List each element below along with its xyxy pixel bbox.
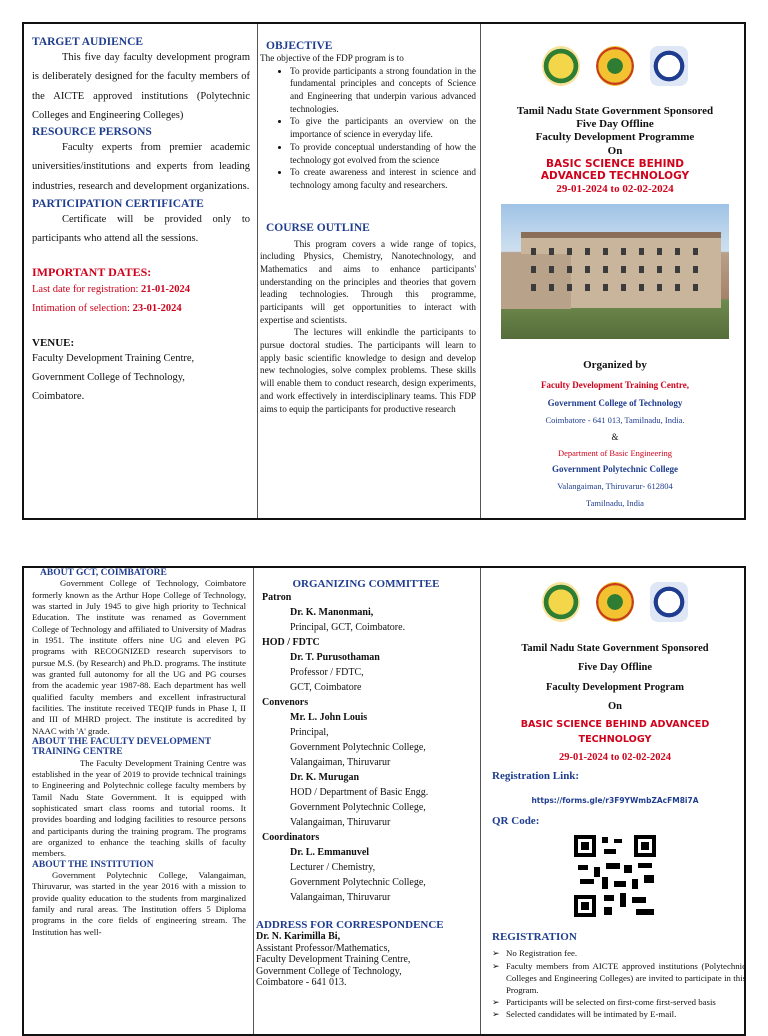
about-fdtc-heading-line: TRAINING CENTRE [32,747,123,758]
list-item: • To provide conceptual understanding of how the technology got evolved from the science [290,141,476,166]
registration-column [484,568,746,1034]
venue-line: Faculty Development Training Centre, [32,352,195,364]
patron-role: Principal, GCT, Coimbatore. [290,622,406,633]
list-item: ➢ Participants will be selected on first-come first-served basis [506,996,746,1008]
gct-logo-icon [596,46,634,86]
registration-heading: REGISTRATION [492,931,577,944]
about-gct-heading: ABOUT GCT, COIMBATORE [40,568,167,578]
objective-intro: The objective of the FDP program is to [260,53,404,63]
organizer-gpc-address: Tamilnadu, India [586,497,644,508]
list-item: ➢ Faculty members from AICTE approved institutions (Polytechnic Colleges and Engineering Colleges) are invited to participate in this Program. [506,960,746,996]
list-item: ➢ No Registration fee. [506,947,746,959]
certificate-text: Certificate will be provided only to participants who attend all the sessions. [32,213,250,245]
brochure-inside-panel [22,566,746,1036]
coordinator-role: Government Polytechnic College, [290,877,426,888]
address-line: Coimbatore - 641 013. [256,977,347,988]
organizer-gpc: Government Polytechnic College [552,464,678,475]
convenor-role: Government Polytechnic College, [290,802,426,813]
registration-deadline [32,280,250,299]
program-dates: 29-01-2024 to 02-02-2024 [556,182,674,195]
registration-deadline-label: Last date for registration: [32,283,142,295]
address-line: Faculty Development Training Centre, [256,954,411,965]
venue-line: Coimbatore. [32,391,85,403]
resource-persons-text: Faculty experts from premier academic universities/institutions and experts from leading industries, research and development organizations. [32,141,250,192]
list-item: • To give the participants an overview on the importance of science in everyday life. [290,115,476,140]
target-audience-heading: TARGET AUDIENCE [32,36,144,48]
organizer-gct-address: Coimbatore - 641 013, Tamilnadu, India. [545,415,685,426]
gct-logo-icon [596,582,634,622]
cover-column [484,24,746,518]
convenor-role: Valangaiman, Thiruvarur [290,817,391,828]
convenor-role: Valangaiman, Thiruvarur [290,757,391,768]
brochure-outside-panel [22,22,746,520]
address-line: Assistant Professor/Mathematics, [256,942,390,954]
about-column [32,568,246,1034]
on-line: On [607,144,623,157]
about-institution-heading: ABOUT THE INSTITUTION [32,859,154,870]
important-dates-heading: IMPORTANT DATES: [32,264,152,279]
coordinator-role: Valangaiman, Thiruvarur [290,892,391,903]
logo-row [484,46,746,91]
polytechnic-logo-icon [650,46,688,86]
hod-name: Dr. T. Purusothaman [290,652,380,663]
organizer-gct: Government College of Technology [547,398,683,409]
list-item: • To provide participants a strong foundation in the fundamental principles and concepts of Science and Engineering that underpin various advanced technologies. [290,65,476,116]
fold-line [480,24,481,518]
convenor-role: Principal, [290,727,329,738]
program-line: Faculty Development Program [545,681,685,693]
organized-by-label: Organized by [583,359,647,372]
coordinator-name: Dr. L. Emmanuvel [290,847,370,858]
list-item: ➢ Selected candidates will be intimated by E-mail. [506,1008,746,1020]
program-dates: 29-01-2024 to 02-02-2024 [559,752,671,764]
registration-deadline-date: 21-01-2024 [141,283,191,295]
fold-line [257,24,258,518]
registration-link[interactable]: https://forms.gle/r3F9YWmbZAcFM8i7A [531,796,699,806]
course-outline-para: The lectures will enkindle the participants to pursue doctoral studies. The participants will learn to apply basic scientific knowledge to design and develop new technologies, solve complex problems. These skills will enable them to conduct research, design experiments, and work effectively in interdisciplinary teams. This FDP aims to equip the participants for productive research [260,327,476,414]
venue-heading: VENUE: [32,336,75,349]
registration-link-label: Registration Link: [492,770,580,783]
tamil-nadu-emblem-icon [542,46,580,86]
info-column [32,24,250,518]
resource-persons-heading: RESOURCE PERSONS [32,125,152,138]
topic-line: ADVANCED TECHNOLOGY [540,170,690,183]
coordinators-label: Coordinators [262,832,320,843]
about-institution-text: Government Polytechnic College, Valangaiman, Thiruvarur, was started in the year 2016 with a mission to provide quality education to the students from marginalized family and rural areas. The Institution offers 5 Diploma programs in the core fields of engineering stream. The Institution has well- [32,869,246,937]
convenors-label: Convenors [262,697,309,708]
convenor-role: Government Polytechnic College, [290,742,426,753]
selection-intimation-date: 23-01-2024 [132,303,182,315]
ampersand: & [611,432,619,443]
organizer-gpc-address: Valangaiman, Thiruvarur- 612804 [557,480,673,491]
qr-code-label: QR Code: [492,815,540,828]
course-outline-heading: COURSE OUTLINE [266,221,370,234]
committee-heading: ORGANIZING COMMITTEE [292,578,440,590]
registration-qr-code[interactable] [574,835,656,917]
committee-column [256,568,476,1034]
sponsor-line: Tamil Nadu State Government Sponsored [516,105,714,117]
course-outline-para: This program covers a wide range of topics, including Physics, Chemistry, Nanotechnology, and Mathematics and aims to enhance participants' understanding on the principles and theories that govern leading technologies. Through this programme, participants will get opportunities to interact with expertise and scientists. [260,238,476,325]
coordinator-role: Lecturer / Chemistry, [290,862,376,873]
offline-line: Five Day Offline [577,662,653,674]
college-building-image [501,204,729,339]
venue-line: Government College of Technology, [32,372,185,384]
certificate-heading: PARTICIPATION CERTIFICATE [32,197,204,210]
address-line: Government College of Technology, [256,965,402,977]
about-fdtc-text: The Faculty Development Training Centre was established in the year of 2019 to provide technical trainings to Engineering and Polytechnic college faculty members by Tamil Nadu State Government. It is equipped with sophisticated smart class rooms and tutorial rooms. It provides boarding and lodging facilities to resource persons and participants during the training program. The programs are organized to enhance the teaching skills of faculty members. [32,757,246,859]
hod-role: Professor / FDTC, [290,667,364,678]
about-fdtc-heading [32,737,246,758]
patron-label: Patron [262,592,292,603]
topic-line: BASIC SCIENCE BEHIND ADVANCED TECHNOLOGY [520,718,710,746]
hod-role: GCT, Coimbatore [290,682,362,693]
organizer-dept: Department of Basic Engineering [557,448,672,459]
hod-label: HOD / FDTC [262,637,320,648]
selection-intimation [32,299,250,318]
list-item: • To create awareness and interest in science and technology among faculty and researchers. [290,166,476,191]
selection-intimation-label: Intimation of selection: [32,303,133,315]
logo-row [484,582,746,627]
convenor-role: HOD / Department of Basic Engg. [290,787,429,798]
polytechnic-logo-icon [650,582,688,622]
tamil-nadu-emblem-icon [542,582,580,622]
target-audience-text: This five day faculty development program is deliberately designed for the faculty members of the AICTE approved institutions (Polytechnic Colleges and Engineering Colleges) [32,52,250,122]
on-line: On [607,701,622,713]
sponsor-line: Tamil Nadu State Government Sponsored [521,643,709,654]
patron-name: Dr. K. Manonmani, [290,607,374,618]
about-fdtc-heading-line: ABOUT THE FACULTY DEVELOPMENT [32,736,212,747]
objective-heading: OBJECTIVE [266,40,333,52]
about-gct-text: Government College of Technology, Coimbatore formerly known as the Arthur Hope College of Technology, was started in July 1945 to give high priority to Technical Education. The institute was renamed as Government College of Technology and affiliated to University of Madras in 1951. The institute offers nine UG and eleven PG programs with RECOGNIZED research supervisors to pursue M.S. (by Research) and Ph.D. programs. The institute was granted full autonomy for all the UG and PG courses from the academic year 1987-88. Each department has well qualified faculty members and excellent infrastructural facilities. The institute received TEQIP funds in Phase I, II and III of MHRD project. The institute is accredited by NAAC with 'A' grade. [32,578,246,736]
program-line: Faculty Development Programme [535,131,695,144]
objective-column [260,24,476,518]
fold-line [480,568,481,1034]
address-heading: ADDRESS FOR CORRESPONDENCE [256,919,444,931]
convenor-name: Dr. K. Murugan [290,772,360,783]
convenor-name: Mr. L. John Louis [290,712,368,723]
address-name: Dr. N. Karimilla Bi, [256,931,341,942]
offline-line: Five Day Offline [576,118,654,131]
registration-list [484,947,746,1020]
objective-list [260,65,476,192]
fold-line [253,568,254,1034]
topic-line: BASIC SCIENCE BEHIND [545,157,684,170]
organizer-fdtc: Faculty Development Training Centre, [541,380,689,391]
